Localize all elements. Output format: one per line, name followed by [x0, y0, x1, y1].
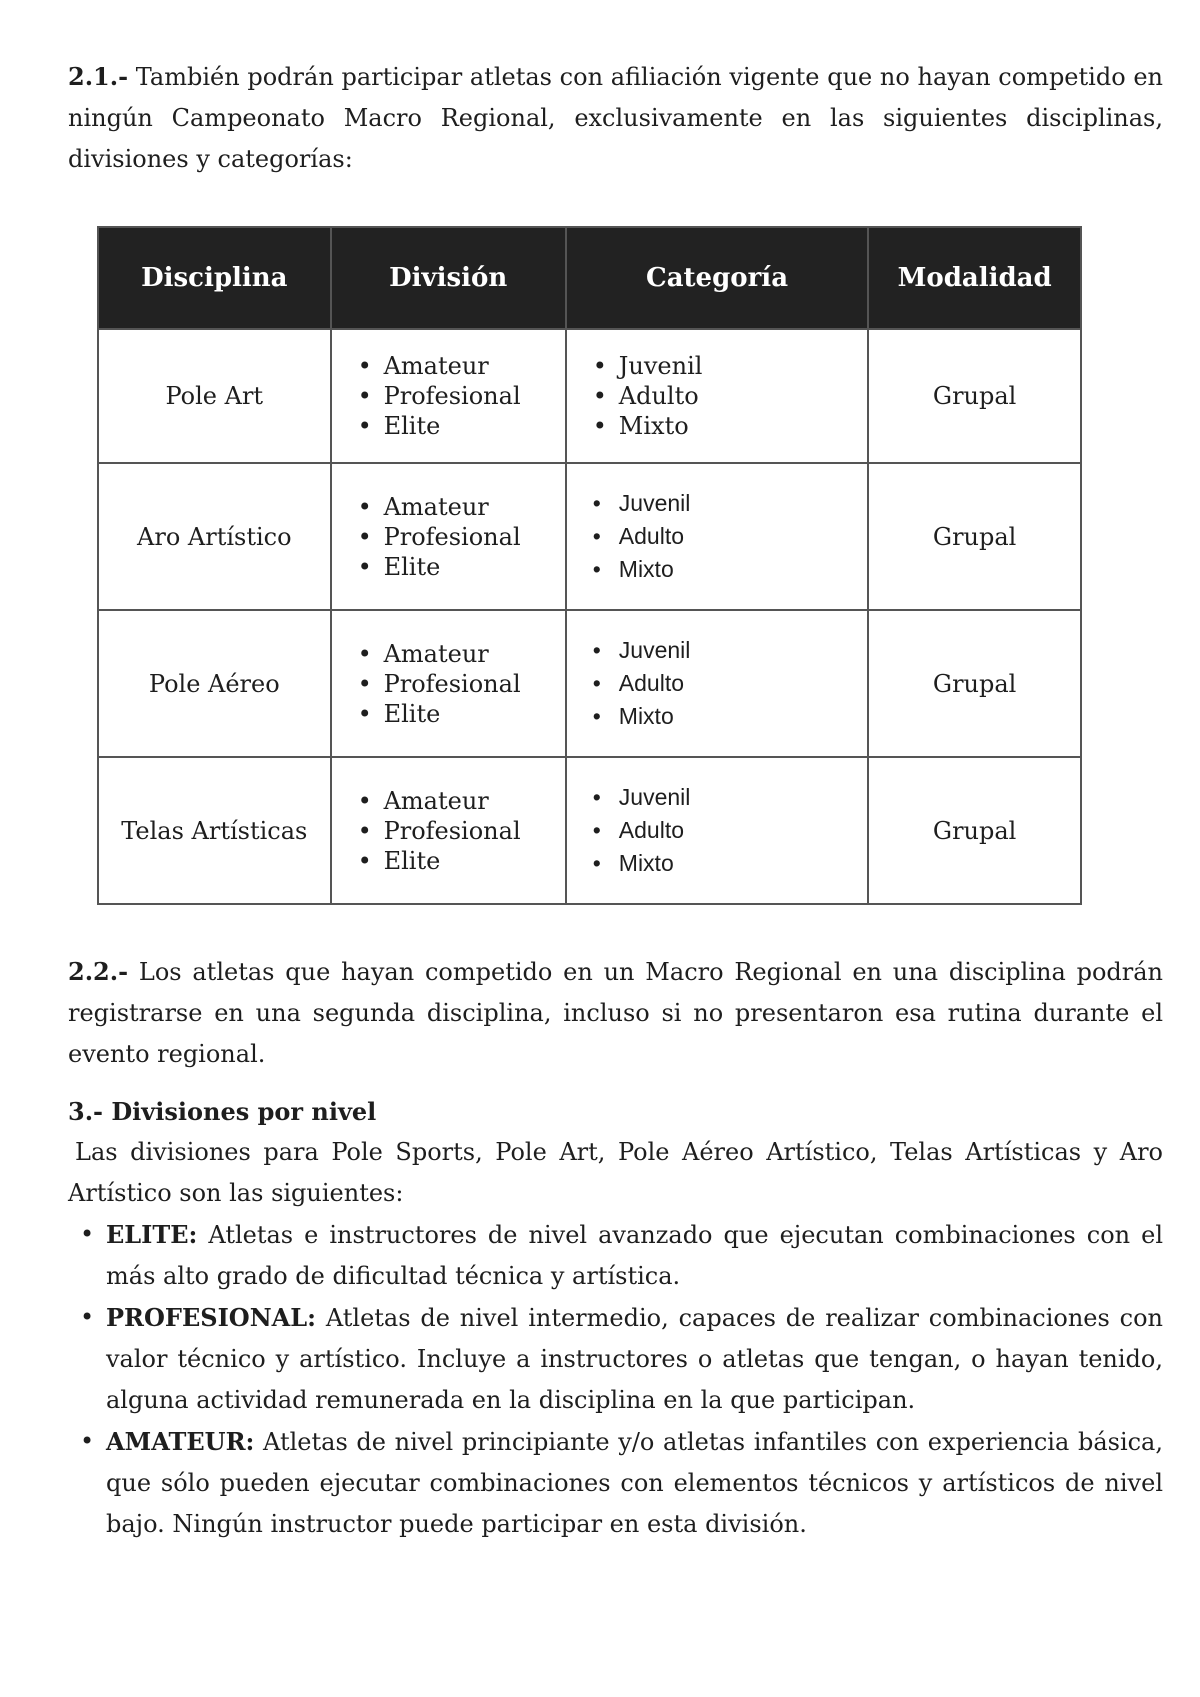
cell-modalidad: Grupal	[868, 610, 1081, 757]
categoria-label: Adulto	[618, 382, 699, 410]
list-item	[593, 381, 866, 411]
bullet-icon: •	[80, 1427, 95, 1455]
cell-disciplina: Aro Artístico	[98, 463, 331, 610]
header-modalidad: Modalidad	[868, 227, 1081, 329]
bullet-icon: •	[357, 846, 372, 875]
categoria-label: Mixto	[618, 850, 674, 876]
table-row	[98, 463, 1081, 610]
table-row	[98, 757, 1081, 904]
list-item	[358, 381, 564, 411]
bullet-icon: •	[357, 412, 372, 440]
bullet-icon: •	[80, 1303, 95, 1331]
list-item	[358, 492, 564, 522]
division-label: Profesional	[383, 382, 521, 410]
cell-division	[331, 463, 566, 610]
paragraph-2-2-text: Los atletas que hayan competido en un Macro Regional en una disciplina podrán registrarse en una segunda disciplina, incluso si no presentaron esa rutina durante el evento regional.	[68, 958, 1163, 1068]
list-item	[593, 667, 866, 700]
categoria-label: Juvenil	[618, 490, 691, 516]
bullet-icon: •	[592, 850, 601, 876]
division-description: Atletas de nivel intermedio, capaces de realizar combinaciones con valor técnico y artístico. Incluye a instructores o atletas que tengan, o hayan tenido, alguna actividad remunerada en la disciplina en la que participan.	[106, 1304, 1163, 1414]
bullet-icon: •	[592, 670, 601, 696]
bullet-icon: •	[357, 669, 372, 698]
division-label: Elite	[383, 699, 441, 728]
bullet-icon: •	[592, 784, 601, 810]
bullet-icon: •	[357, 382, 372, 410]
bullet-icon: •	[357, 639, 372, 668]
division-description: Atletas e instructores de nivel avanzado que ejecutan combinaciones con el más alto grado de dificultad técnica y artística.	[106, 1221, 1163, 1290]
bullet-icon: •	[357, 786, 372, 815]
bullet-icon: •	[357, 552, 372, 581]
categoria-label: Juvenil	[618, 637, 691, 663]
bullet-icon: •	[592, 352, 607, 380]
division-label: Profesional	[383, 816, 521, 845]
list-item	[593, 411, 866, 441]
bullet-icon: •	[357, 816, 372, 845]
cell-modalidad: Grupal	[868, 329, 1081, 463]
list-item	[358, 411, 564, 441]
categoria-label: Adulto	[618, 670, 684, 696]
list-item	[593, 520, 866, 553]
paragraph-2-1-text: También podrán participar atletas con afiliación vigente que no hayan competido en ningún Campeonato Macro Regional, exclusivamente en las siguientes disciplinas, divisiones y categorías:	[68, 63, 1163, 173]
cell-disciplina: Pole Art	[98, 329, 331, 463]
list-item	[68, 1297, 1163, 1421]
division-term: AMATEUR:	[106, 1427, 255, 1456]
section-3-heading: 3.- Divisiones por nivel	[68, 1097, 377, 1126]
bullet-icon: •	[592, 817, 601, 843]
disciplines-table	[97, 226, 1082, 905]
list-item	[358, 786, 564, 816]
section-number-2-1: 2.1.-	[68, 62, 129, 91]
bullet-icon: •	[357, 492, 372, 521]
list-item	[358, 522, 564, 552]
division-label: Profesional	[383, 669, 521, 698]
bullet-icon: •	[592, 412, 607, 440]
bullet-icon: •	[592, 490, 601, 516]
list-item	[358, 699, 564, 729]
list-item	[593, 700, 866, 733]
list-item	[593, 847, 866, 880]
division-label: Amateur	[383, 492, 489, 521]
list-item	[68, 1214, 1163, 1297]
list-item	[593, 781, 866, 814]
list-item	[358, 846, 564, 876]
table-header-row	[98, 227, 1081, 329]
bullet-icon: •	[592, 523, 601, 549]
list-item	[358, 552, 564, 582]
list-item	[593, 814, 866, 847]
divisions-list	[68, 1214, 1163, 1545]
division-term: PROFESIONAL:	[106, 1303, 316, 1332]
header-division: División	[331, 227, 566, 329]
list-item	[358, 639, 564, 669]
division-description: Atletas de nivel principiante y/o atletas infantiles con experiencia básica, que sólo pueden ejecutar combinaciones con elementos técnicos y artísticos de nivel bajo. Ningún instructor puede participar en esta división.	[106, 1428, 1163, 1538]
division-label: Amateur	[383, 352, 489, 380]
list-item	[593, 553, 866, 586]
division-label: Elite	[383, 552, 441, 581]
header-disciplina: Disciplina	[98, 227, 331, 329]
header-categoria: Categoría	[566, 227, 868, 329]
categoria-label: Mixto	[618, 556, 674, 582]
bullet-icon: •	[592, 556, 601, 582]
list-item	[593, 351, 866, 381]
list-item	[358, 351, 564, 381]
categoria-label: Mixto	[618, 703, 674, 729]
list-item	[593, 634, 866, 667]
bullet-icon: •	[592, 637, 601, 663]
division-label: Amateur	[383, 786, 489, 815]
categoria-label: Juvenil	[618, 784, 691, 810]
categoria-label: Mixto	[618, 412, 689, 440]
section-number-2-2: 2.2.-	[68, 957, 129, 986]
division-label: Elite	[383, 846, 441, 875]
cell-categoria	[566, 329, 868, 463]
list-item	[358, 816, 564, 846]
cell-division	[331, 757, 566, 904]
categoria-label: Adulto	[618, 523, 684, 549]
division-term: ELITE:	[106, 1220, 198, 1249]
bullet-icon: •	[80, 1220, 95, 1248]
list-item	[68, 1421, 1163, 1545]
paragraph-2-1	[68, 56, 1163, 180]
cell-categoria	[566, 757, 868, 904]
cell-division	[331, 610, 566, 757]
cell-disciplina: Telas Artísticas	[98, 757, 331, 904]
division-label: Elite	[383, 412, 441, 440]
cell-categoria	[566, 610, 868, 757]
cell-division	[331, 329, 566, 463]
table-row	[98, 610, 1081, 757]
list-item	[358, 669, 564, 699]
cell-modalidad: Grupal	[868, 757, 1081, 904]
categoria-label: Adulto	[618, 817, 684, 843]
bullet-icon: •	[357, 352, 372, 380]
bullet-icon: •	[592, 382, 607, 410]
section-3-intro: Las divisiones para Pole Sports, Pole Art, Pole Aéreo Artístico, Telas Artísticas y Aro Artístico son las siguientes:	[68, 1138, 1163, 1207]
table-row	[98, 329, 1081, 463]
bullet-icon: •	[357, 699, 372, 728]
cell-modalidad: Grupal	[868, 463, 1081, 610]
categoria-label: Juvenil	[618, 352, 703, 380]
cell-disciplina: Pole Aéreo	[98, 610, 331, 757]
list-item	[593, 487, 866, 520]
division-label: Amateur	[383, 639, 489, 668]
division-label: Profesional	[383, 522, 521, 551]
bullet-icon: •	[592, 703, 601, 729]
cell-categoria	[566, 463, 868, 610]
bullet-icon: •	[357, 522, 372, 551]
paragraph-2-2	[68, 951, 1163, 1075]
